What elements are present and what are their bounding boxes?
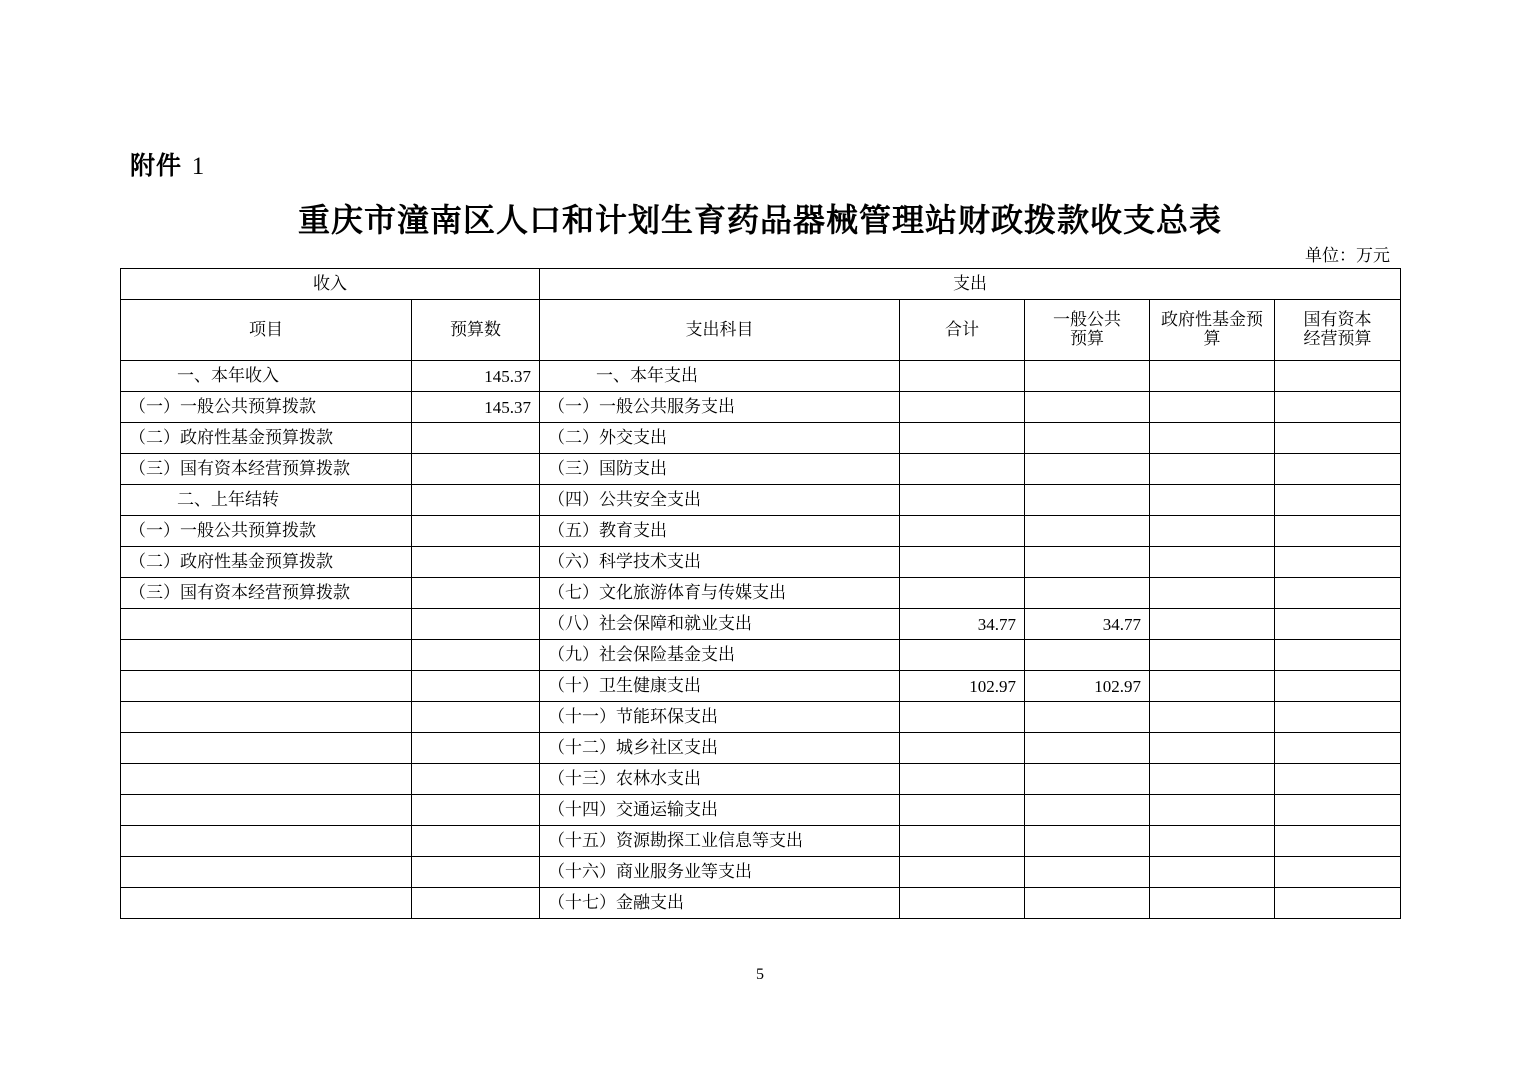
general-public-cell xyxy=(1025,547,1150,578)
gov-fund-cell xyxy=(1150,733,1275,764)
gov-fund-cell xyxy=(1150,423,1275,454)
gov-fund-cell xyxy=(1150,826,1275,857)
table-row xyxy=(121,454,1401,485)
state-capital-cell xyxy=(1275,361,1401,392)
income-item-cell xyxy=(121,702,412,733)
state-capital-cell xyxy=(1275,485,1401,516)
unit-label: 单位：万元 xyxy=(1305,246,1390,266)
expense-subject-cell: （六）科学技术支出 xyxy=(540,547,900,578)
table-row xyxy=(121,733,1401,764)
total-cell xyxy=(900,578,1025,609)
income-budget-cell xyxy=(412,578,540,609)
total-cell xyxy=(900,764,1025,795)
total-cell: 34.77 xyxy=(900,609,1025,640)
gov-fund-cell xyxy=(1150,516,1275,547)
header-expense-subject: 支出科目 xyxy=(540,300,900,361)
state-capital-cell xyxy=(1275,640,1401,671)
table-row xyxy=(121,423,1401,454)
gov-fund-cell xyxy=(1150,547,1275,578)
income-budget-cell xyxy=(412,764,540,795)
page-title: 重庆市潼南区人口和计划生育药品器械管理站财政拨款收支总表 xyxy=(297,201,1222,239)
state-capital-cell xyxy=(1275,702,1401,733)
total-cell xyxy=(900,516,1025,547)
income-item-cell xyxy=(121,671,412,702)
income-item-cell: （二）政府性基金预算拨款 xyxy=(121,547,412,578)
income-budget-cell xyxy=(412,826,540,857)
general-public-cell xyxy=(1025,826,1150,857)
income-budget-cell xyxy=(412,454,540,485)
page-number: 5 xyxy=(756,966,764,983)
general-public-cell xyxy=(1025,640,1150,671)
income-budget-cell xyxy=(412,671,540,702)
budget-table xyxy=(120,268,1401,919)
income-item-cell: 一、本年收入 xyxy=(121,361,412,392)
income-budget-cell: 145.37 xyxy=(412,392,540,423)
table-row xyxy=(121,888,1401,919)
header-row-group xyxy=(121,269,1401,300)
header-gov-fund: 政府性基金预算 xyxy=(1150,300,1275,361)
expense-subject-cell: （十五）资源勘探工业信息等支出 xyxy=(540,826,900,857)
general-public-cell: 34.77 xyxy=(1025,609,1150,640)
gov-fund-cell xyxy=(1150,454,1275,485)
income-item-cell xyxy=(121,640,412,671)
general-public-cell xyxy=(1025,392,1150,423)
state-capital-cell xyxy=(1275,888,1401,919)
expense-subject-cell: （十一）节能环保支出 xyxy=(540,702,900,733)
income-item-cell: （三）国有资本经营预算拨款 xyxy=(121,578,412,609)
state-capital-cell xyxy=(1275,578,1401,609)
state-capital-cell xyxy=(1275,857,1401,888)
table-row xyxy=(121,485,1401,516)
general-public-cell xyxy=(1025,857,1150,888)
attachment-label xyxy=(130,146,205,182)
gov-fund-cell xyxy=(1150,392,1275,423)
total-cell xyxy=(900,795,1025,826)
income-item-cell: （三）国有资本经营预算拨款 xyxy=(121,454,412,485)
general-public-cell xyxy=(1025,516,1150,547)
gov-fund-cell xyxy=(1150,702,1275,733)
general-public-cell xyxy=(1025,702,1150,733)
header-row-columns xyxy=(121,300,1401,361)
table-row xyxy=(121,392,1401,423)
total-cell xyxy=(900,857,1025,888)
state-capital-cell xyxy=(1275,547,1401,578)
expense-subject-cell: （三）国防支出 xyxy=(540,454,900,485)
income-item-cell xyxy=(121,857,412,888)
total-cell xyxy=(900,392,1025,423)
general-public-cell xyxy=(1025,733,1150,764)
income-budget-cell xyxy=(412,547,540,578)
table-row xyxy=(121,857,1401,888)
total-cell xyxy=(900,485,1025,516)
header-budget: 预算数 xyxy=(412,300,540,361)
expense-subject-cell: （八）社会保障和就业支出 xyxy=(540,609,900,640)
income-item-cell: （一）一般公共预算拨款 xyxy=(121,516,412,547)
gov-fund-cell xyxy=(1150,485,1275,516)
gov-fund-cell xyxy=(1150,795,1275,826)
income-budget-cell xyxy=(412,702,540,733)
state-capital-cell xyxy=(1275,795,1401,826)
expense-subject-cell: （十）卫生健康支出 xyxy=(540,671,900,702)
state-capital-cell xyxy=(1275,671,1401,702)
gov-fund-cell xyxy=(1150,361,1275,392)
income-budget-cell xyxy=(412,516,540,547)
income-budget-cell xyxy=(412,485,540,516)
income-item-cell: 二、上年结转 xyxy=(121,485,412,516)
table-row xyxy=(121,795,1401,826)
state-capital-cell xyxy=(1275,454,1401,485)
table-row xyxy=(121,516,1401,547)
attachment-label-text: 附件 xyxy=(130,151,183,180)
general-public-cell: 102.97 xyxy=(1025,671,1150,702)
general-public-cell xyxy=(1025,795,1150,826)
header-general-public: 一般公共预算 xyxy=(1025,300,1150,361)
total-cell xyxy=(900,361,1025,392)
header-income: 收入 xyxy=(121,269,540,300)
income-item-cell: （一）一般公共预算拨款 xyxy=(121,392,412,423)
income-budget-cell xyxy=(412,609,540,640)
expense-subject-cell: （七）文化旅游体育与传媒支出 xyxy=(540,578,900,609)
gov-fund-cell xyxy=(1150,640,1275,671)
income-budget-cell xyxy=(412,888,540,919)
attachment-number: 1 xyxy=(191,153,206,180)
expense-subject-cell: （十六）商业服务业等支出 xyxy=(540,857,900,888)
state-capital-cell xyxy=(1275,826,1401,857)
table-row xyxy=(121,640,1401,671)
income-item-cell xyxy=(121,888,412,919)
income-budget-cell xyxy=(412,733,540,764)
general-public-cell xyxy=(1025,361,1150,392)
table-row xyxy=(121,361,1401,392)
expense-subject-cell: （四）公共安全支出 xyxy=(540,485,900,516)
general-public-cell xyxy=(1025,888,1150,919)
total-cell xyxy=(900,423,1025,454)
income-item-cell xyxy=(121,826,412,857)
expense-subject-cell: （十四）交通运输支出 xyxy=(540,795,900,826)
income-budget-cell: 145.37 xyxy=(412,361,540,392)
state-capital-cell xyxy=(1275,392,1401,423)
header-total: 合计 xyxy=(900,300,1025,361)
general-public-cell xyxy=(1025,423,1150,454)
general-public-cell xyxy=(1025,578,1150,609)
income-budget-cell xyxy=(412,640,540,671)
expense-subject-cell: 一、本年支出 xyxy=(540,361,900,392)
header-expense: 支出 xyxy=(540,269,1401,300)
table-row xyxy=(121,702,1401,733)
state-capital-cell xyxy=(1275,516,1401,547)
income-budget-cell xyxy=(412,857,540,888)
general-public-cell xyxy=(1025,454,1150,485)
header-state-capital: 国有资本经营预算 xyxy=(1275,300,1401,361)
table-row xyxy=(121,609,1401,640)
income-budget-cell xyxy=(412,423,540,454)
gov-fund-cell xyxy=(1150,888,1275,919)
state-capital-cell xyxy=(1275,423,1401,454)
total-cell xyxy=(900,888,1025,919)
total-cell: 102.97 xyxy=(900,671,1025,702)
gov-fund-cell xyxy=(1150,764,1275,795)
expense-subject-cell: （一）一般公共服务支出 xyxy=(540,392,900,423)
gov-fund-cell xyxy=(1150,671,1275,702)
income-item-cell xyxy=(121,733,412,764)
general-public-cell xyxy=(1025,764,1150,795)
table-row xyxy=(121,671,1401,702)
total-cell xyxy=(900,826,1025,857)
total-cell xyxy=(900,640,1025,671)
expense-subject-cell: （九）社会保险基金支出 xyxy=(540,640,900,671)
table-row xyxy=(121,547,1401,578)
gov-fund-cell xyxy=(1150,857,1275,888)
header-item: 项目 xyxy=(121,300,412,361)
income-budget-cell xyxy=(412,795,540,826)
total-cell xyxy=(900,733,1025,764)
state-capital-cell xyxy=(1275,609,1401,640)
income-item-cell xyxy=(121,764,412,795)
table-row xyxy=(121,578,1401,609)
expense-subject-cell: （二）外交支出 xyxy=(540,423,900,454)
total-cell xyxy=(900,454,1025,485)
gov-fund-cell xyxy=(1150,609,1275,640)
table-row xyxy=(121,764,1401,795)
income-item-cell xyxy=(121,609,412,640)
total-cell xyxy=(900,702,1025,733)
expense-subject-cell: （十三）农林水支出 xyxy=(540,764,900,795)
gov-fund-cell xyxy=(1150,578,1275,609)
state-capital-cell xyxy=(1275,733,1401,764)
income-item-cell xyxy=(121,795,412,826)
expense-subject-cell: （十二）城乡社区支出 xyxy=(540,733,900,764)
table-row xyxy=(121,826,1401,857)
income-item-cell: （二）政府性基金预算拨款 xyxy=(121,423,412,454)
expense-subject-cell: （十七）金融支出 xyxy=(540,888,900,919)
state-capital-cell xyxy=(1275,764,1401,795)
total-cell xyxy=(900,547,1025,578)
expense-subject-cell: （五）教育支出 xyxy=(540,516,900,547)
general-public-cell xyxy=(1025,485,1150,516)
